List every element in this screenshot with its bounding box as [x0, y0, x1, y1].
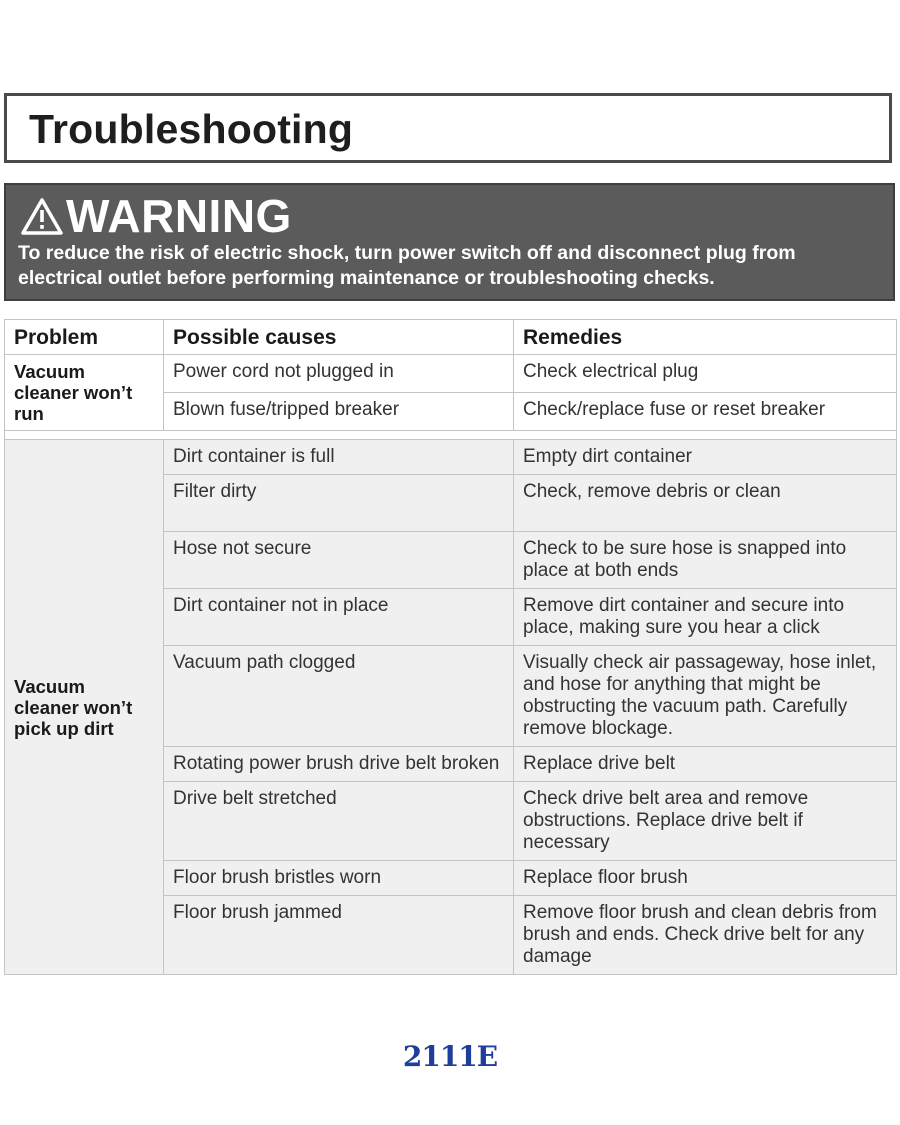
page-title: Troubleshooting: [29, 106, 354, 152]
title-box: [4, 93, 892, 163]
header-remedies: Remedies: [514, 320, 897, 355]
cause-cell: Power cord not plugged in: [164, 355, 514, 393]
cause-cell: Blown fuse/tripped breaker: [164, 393, 514, 431]
problem-cell: Vacuum cleaner won’t run: [5, 355, 164, 431]
spacer-cell: [5, 431, 897, 440]
remedy-cell: Remove floor brush and clean debris from brush and ends. Check drive belt for any damage: [514, 896, 897, 975]
cause-cell: Filter dirty: [164, 475, 514, 532]
warning-triangle-icon: [20, 196, 64, 236]
remedy-cell: Remove dirt container and secure into place, making sure you hear a click: [514, 589, 897, 646]
remedy-cell: Replace drive belt: [514, 747, 897, 782]
warning-box: [4, 183, 895, 301]
warning-header: [20, 191, 292, 241]
header-causes: Possible causes: [164, 320, 514, 355]
remedy-cell: Empty dirt container: [514, 440, 897, 475]
remedy-cell: Check/replace fuse or reset breaker: [514, 393, 897, 431]
footer-mark: 2111E: [402, 1040, 498, 1073]
group-spacer: [5, 431, 897, 440]
cause-cell: Dirt container is full: [164, 440, 514, 475]
cause-cell: Floor brush bristles worn: [164, 861, 514, 896]
remedy-cell: Replace floor brush: [514, 861, 897, 896]
remedy-cell: Check drive belt area and remove obstructions. Replace drive belt if necessary: [514, 782, 897, 861]
remedy-cell: Check electrical plug: [514, 355, 897, 393]
cause-cell: Dirt container not in place: [164, 589, 514, 646]
remedy-cell: Check, remove debris or clean: [514, 475, 897, 532]
remedy-cell: Visually check air passageway, hose inlet, and hose for anything that might be obstructing the vacuum path. Carefully remove blockage.: [514, 646, 897, 747]
table-row: [5, 355, 897, 393]
cause-cell: Rotating power brush drive belt broken: [164, 747, 514, 782]
warning-text: To reduce the risk of electric shock, turn power switch off and disconnect plug from electrical outlet before performing maintenance or troubleshooting checks.: [18, 242, 796, 289]
cause-cell: Hose not secure: [164, 532, 514, 589]
warning-heading: WARNING: [66, 190, 292, 242]
cause-cell: Drive belt stretched: [164, 782, 514, 861]
problem-cell: Vacuum cleaner won’t pick up dirt: [5, 440, 164, 975]
cause-cell: Floor brush jammed: [164, 896, 514, 975]
troubleshooting-table: [4, 319, 897, 975]
header-problem: Problem: [5, 320, 164, 355]
remedy-cell: Check to be sure hose is snapped into place at both ends: [514, 532, 897, 589]
table-row: [5, 440, 897, 475]
cause-cell: Vacuum path clogged: [164, 646, 514, 747]
table-header-row: [5, 320, 897, 355]
